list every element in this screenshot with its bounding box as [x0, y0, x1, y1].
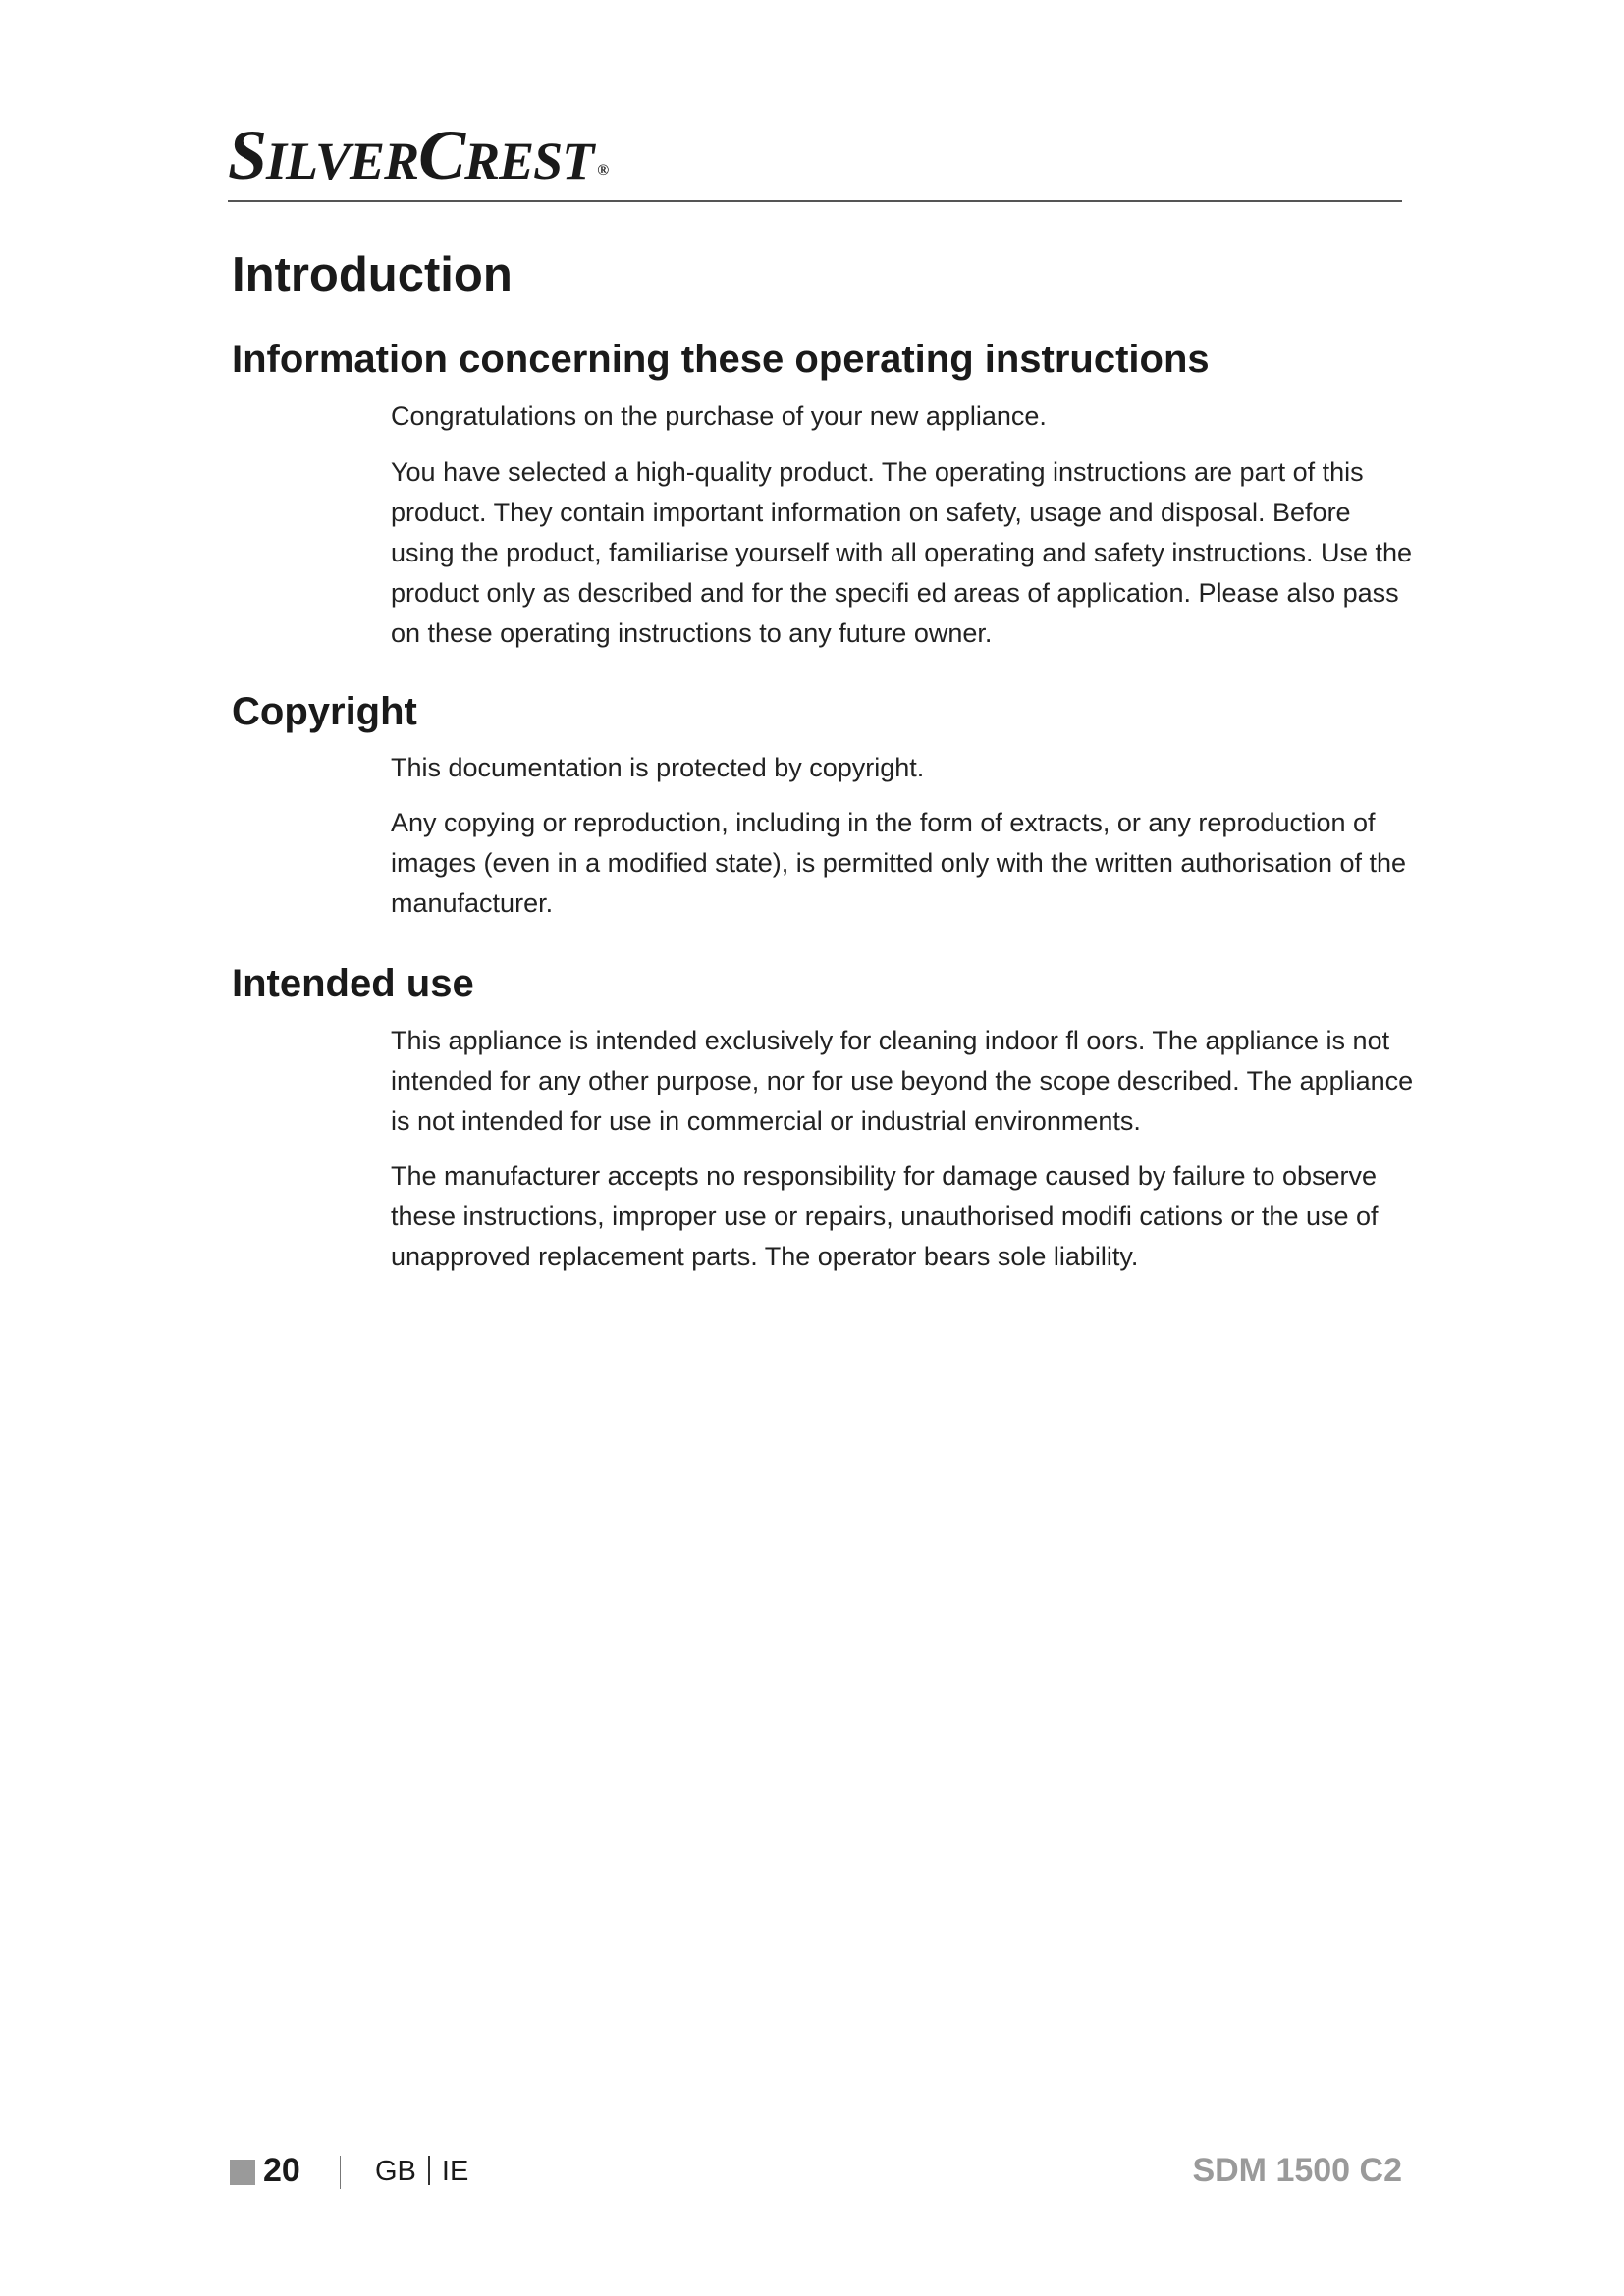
- paragraph-protected-by-copyright: This documentation is protected by copyright.: [391, 753, 925, 782]
- footer-languages: [375, 2156, 468, 2188]
- footer-page-number: 20: [263, 2152, 300, 2189]
- footer-lang-ie: IE: [441, 2156, 469, 2187]
- paragraph-congratulations: Congratulations on the purchase of your new appliance.: [391, 401, 1047, 431]
- silvercrest-logo: [228, 116, 609, 194]
- section-heading-intended-use: Intended use: [232, 962, 474, 1005]
- paragraph-intended-cleaning: This appliance is intended exclusively for cleaning indoor fl oors. The appliance is not intended for any other purpose, nor for use beyond the scope described. The appliance is not intended for use in commercial or industrial environments.: [391, 1026, 1414, 1136]
- section-heading-information: Information concerning these operating instructions: [232, 338, 1210, 381]
- footer-separator: [340, 2156, 341, 2189]
- header-rule: [228, 200, 1402, 202]
- footer-model-number: SDM 1500 C2: [1192, 2152, 1402, 2189]
- logo-text-rest: REST: [464, 132, 594, 190]
- logo-text-ilver: ILVER: [266, 132, 419, 190]
- page-title: Introduction: [232, 248, 513, 301]
- paragraph-manufacturer-liability: The manufacturer accepts no responsibility for damage caused by failure to observe these instructions, improper use or repairs, unauthorised modifi cations or the use of unapproved replacement parts. The operator bears sole liability.: [391, 1161, 1379, 1271]
- footer-square-marker: [230, 2160, 255, 2185]
- paragraph-copying-reproduction: Any copying or reproduction, including in the form of extracts, or any reproduction of images (even in a modified state), is permitted only with the written authorisation of the manufacturer.: [391, 808, 1407, 918]
- footer-lang-gb: GB: [375, 2156, 416, 2187]
- paragraph-high-quality-product: You have selected a high-quality product. The operating instructions are part of this product. They contain important information on safety, usage and disposal. Before using the product, familiarise yourself with all operating and safety instructions. Use the product only as described and for the specifi ed areas of application. Please also pass on these operating instructions to any future owner.: [391, 457, 1413, 648]
- logo-letter-c: C: [418, 116, 465, 194]
- logo-letter-s: S: [228, 116, 267, 194]
- registered-mark: ®: [597, 162, 609, 179]
- footer-lang-divider: [428, 2156, 430, 2185]
- section-heading-copyright: Copyright: [232, 690, 417, 733]
